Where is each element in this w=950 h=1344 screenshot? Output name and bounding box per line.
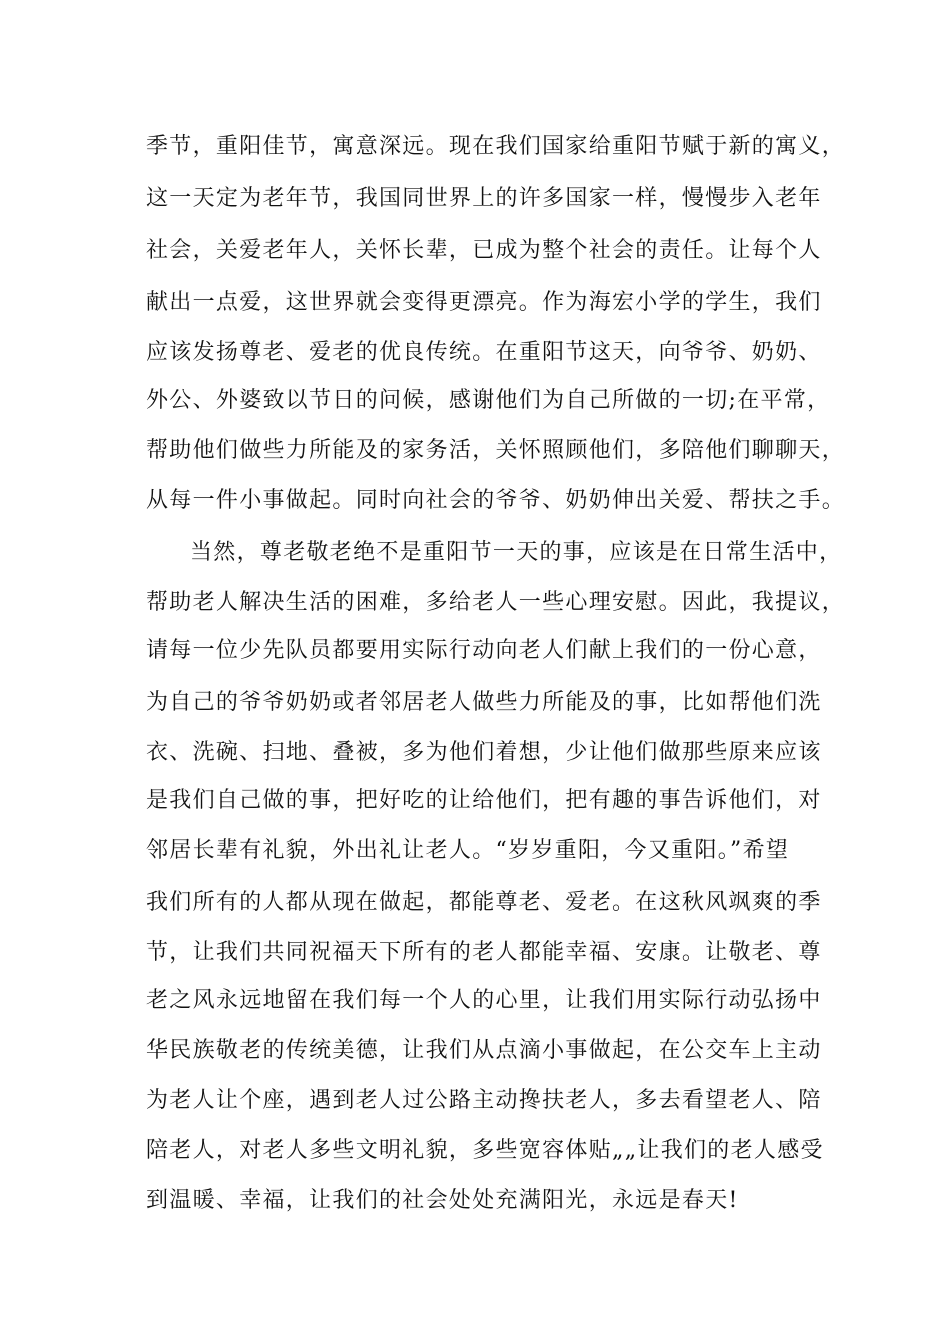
- text-line-8: 从每一件小事做起。同时向社会的爷爷、奶奶伸出关爱、帮扶之手。: [146, 488, 846, 513]
- text-line-20: 为老人让个座，遇到老人过公路主动搀扶老人，多去看望老人、陪: [146, 1088, 822, 1113]
- text-line-10: 帮助老人解决生活的困难，多给老人一些心理安慰。因此，我提议，: [146, 590, 846, 615]
- text-line-6: 外公、外婆致以节日的问候，感谢他们为自己所做的一切;在平常，: [146, 388, 831, 413]
- text-line-13: 衣、洗碗、扫地、叠被，多为他们着想，少让他们做那些原来应该: [146, 740, 822, 765]
- text-line-1: 季节，重阳佳节，寓意深远。现在我们国家给重阳节赋于新的寓义，: [146, 134, 846, 159]
- text-line-17: 节，让我们共同祝福天下所有的老人都能幸福、安康。让敬老、尊: [146, 940, 822, 965]
- text-line-5: 应该发扬尊老、爱老的优良传统。在重阳节这天，向爷爷、奶奶、: [146, 340, 822, 365]
- text-line-11: 请每一位少先队员都要用实际行动向老人们献上我们的一份心意，: [146, 638, 822, 663]
- text-line-7: 帮助他们做些力所能及的家务活，关怀照顾他们，多陪他们聊聊天，: [146, 438, 846, 463]
- text-line-16: 我们所有的人都从现在做起，都能尊老、爱老。在这秋风飒爽的季: [146, 890, 822, 915]
- text-line-12: 为自己的爷爷奶奶或者邻居老人做些力所能及的事，比如帮他们洗: [146, 690, 822, 715]
- text-line-21: 陪老人，对老人多些文明礼貌，多些宽容体贴„„让我们的老人感受: [146, 1138, 824, 1163]
- text-line-18: 老之风永远地留在我们每一个人的心里，让我们用实际行动弘扬中: [146, 988, 822, 1013]
- text-line-15: 邻居长辈有礼貌，外出礼让老人。“岁岁重阳，今又重阳。”希望: [146, 838, 790, 863]
- text-line-3: 社会，关爱老年人，关怀长辈，已成为整个社会的责任。让每个人: [146, 238, 822, 263]
- paragraph-start-line: 当然，尊老敬老绝不是重阳节一天的事，应该是在日常生活中，: [190, 540, 843, 565]
- text-line-22: 到温暖、幸福，让我们的社会处处充满阳光，永远是春天!: [146, 1188, 739, 1213]
- text-line-19: 华民族敬老的传统美德，让我们从点滴小事做起，在公交车上主动: [146, 1038, 822, 1063]
- text-line-14: 是我们自己做的事，把好吃的让给他们，把有趣的事告诉他们，对: [146, 788, 822, 813]
- text-line-2: 这一天定为老年节，我国同世界上的许多国家一样，慢慢步入老年: [146, 186, 822, 211]
- text-line-4: 献出一点爱，这世界就会变得更漂亮。作为海宏小学的学生，我们: [146, 290, 822, 315]
